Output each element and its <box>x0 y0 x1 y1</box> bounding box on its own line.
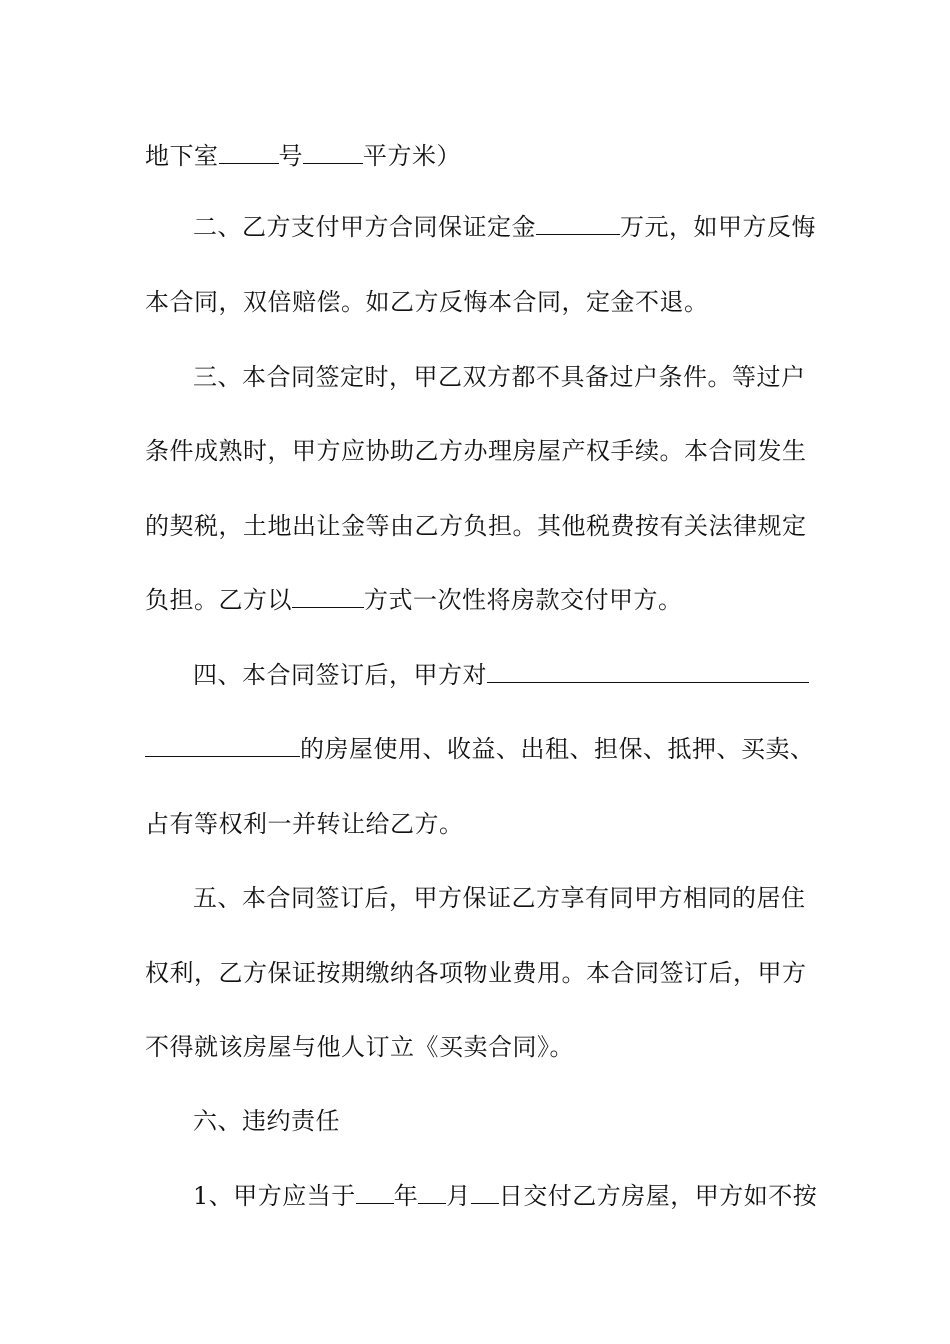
clause-3-line-1: 三、本合同签定时，甲乙双方都不具备过户条件。等过户 <box>193 363 806 391</box>
clause-3-line-3: 的契税，土地出让金等由乙方负担。其他税费按有关法律规定 <box>145 512 807 540</box>
clause-4-line-3: 占有等权利一并转让给乙方。 <box>145 810 464 838</box>
blank-basement-area <box>303 141 363 164</box>
clause-5-line-3: 不得就该房屋与他人订立《买卖合同》。 <box>145 1033 574 1061</box>
clause-2-line-2: 本合同，双倍赔偿。如乙方反悔本合同，定金不退。 <box>145 288 709 316</box>
blank-property-description-cont <box>145 734 300 757</box>
clause-3-line-4: 负担。乙方以 方式一次性将房款交付甲方。 <box>145 586 683 614</box>
blank-delivery-day <box>471 1181 499 1204</box>
blank-delivery-year <box>356 1181 394 1204</box>
clause-6-heading: 六、违约责任 <box>193 1107 340 1135</box>
clause-6-item-1-line-1: 1、甲方应当于 年 月 日交付乙方房屋，甲方如不按 <box>193 1182 818 1210</box>
text-line-basement: 地下室 号 平方米） <box>145 142 461 170</box>
clause-4-line-1: 四、本合同签订后，甲方对 <box>193 660 863 690</box>
blank-deposit-amount <box>536 212 620 235</box>
blank-property-description <box>487 660 809 683</box>
clause-3-line-2: 条件成熟时，甲方应协助乙方办理房屋产权手续。本合同发生 <box>145 437 807 465</box>
blank-delivery-month <box>418 1181 446 1204</box>
blank-payment-method <box>292 585 364 608</box>
clause-4-line-2: 的房屋使用、收益、出租、担保、抵押、买卖、 <box>145 734 815 764</box>
clause-5-line-1: 五、本合同签订后，甲方保证乙方享有同甲方相同的居住 <box>193 884 806 912</box>
blank-basement-number <box>219 141 279 164</box>
clause-5-line-2: 权利，乙方保证按期缴纳各项物业费用。本合同签订后，甲方 <box>145 959 807 987</box>
clause-2-line-1: 二、乙方支付甲方合同保证定金 万元，如甲方反悔 <box>193 213 816 241</box>
